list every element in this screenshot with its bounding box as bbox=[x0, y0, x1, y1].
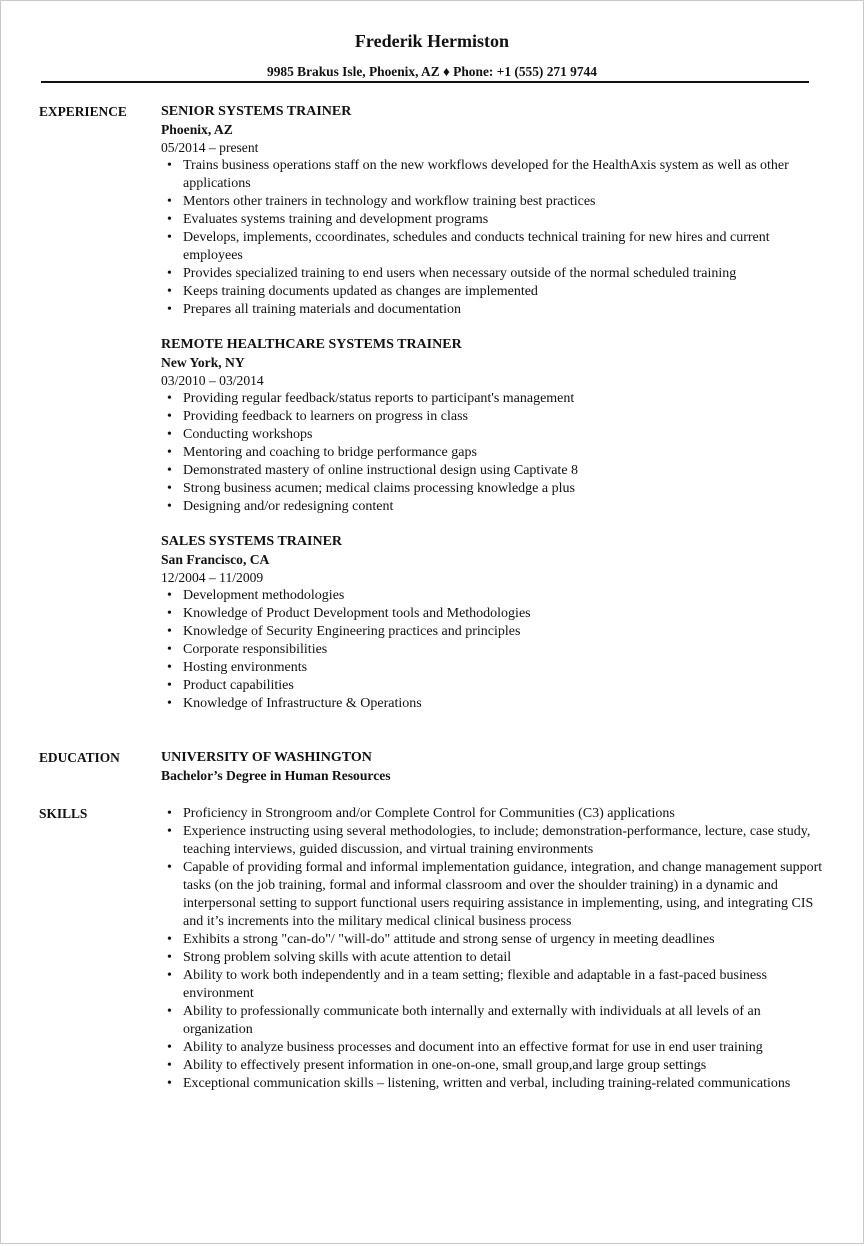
list-item: • Development methodologies bbox=[183, 587, 823, 605]
list-item: • Hosting environments bbox=[183, 659, 823, 677]
list-item: • Ability to analyze business processes and document into an effective format for use in end user training bbox=[183, 1039, 823, 1057]
job-bullets bbox=[161, 587, 823, 713]
list-item: • Mentoring and coaching to bridge performance gaps bbox=[183, 444, 823, 462]
skills-list bbox=[161, 805, 823, 1093]
list-item: • Exceptional communication skills – listening, written and verbal, including training-related communications bbox=[183, 1075, 823, 1093]
job-bullets bbox=[161, 390, 823, 516]
education-body bbox=[161, 749, 823, 785]
list-item: • Designing and/or redesigning content bbox=[183, 498, 823, 516]
job-location: Phoenix, AZ bbox=[161, 122, 233, 137]
list-item: • Provides specialized training to end users when necessary outside of the normal scheduled training bbox=[183, 265, 823, 283]
job-dates: 05/2014 – present bbox=[161, 140, 259, 155]
job-entry bbox=[161, 336, 823, 516]
job-bullets bbox=[161, 157, 823, 319]
contact-line: 9985 Brakus Isle, Phoenix, AZ ♦ Phone: +1 (555) 271 9744 bbox=[267, 64, 597, 79]
job-title: SALES SYSTEMS TRAINER bbox=[161, 534, 343, 549]
section-label-skills: SKILLS bbox=[39, 806, 88, 821]
list-item: • Knowledge of Product Development tools and Methodologies bbox=[183, 605, 823, 623]
list-item: • Ability to work both independently and in a team setting; flexible and adaptable in a fast-paced business environment bbox=[183, 967, 823, 1003]
list-item: • Conducting workshops bbox=[183, 426, 823, 444]
list-item: • Providing feedback to learners on progress in class bbox=[183, 408, 823, 426]
job-location: San Francisco, CA bbox=[161, 552, 270, 567]
section-label-education: EDUCATION bbox=[39, 750, 120, 765]
list-item: • Product capabilities bbox=[183, 677, 823, 695]
list-item: • Knowledge of Infrastructure & Operations bbox=[183, 695, 823, 713]
list-item: • Ability to professionally communicate both internally and externally with individuals at all levels of an organization bbox=[183, 1003, 823, 1039]
candidate-name: Frederik Hermiston bbox=[354, 31, 510, 51]
job-title: REMOTE HEALTHCARE SYSTEMS TRAINER bbox=[161, 337, 462, 352]
job-title: SENIOR SYSTEMS TRAINER bbox=[161, 104, 352, 119]
list-item: • Knowledge of Security Engineering practices and principles bbox=[183, 623, 823, 641]
job-dates: 12/2004 – 11/2009 bbox=[161, 570, 264, 585]
list-item: • Mentors other trainers in technology and workflow training best practices bbox=[183, 193, 823, 211]
list-item: • Corporate responsibilities bbox=[183, 641, 823, 659]
list-item: • Evaluates systems training and development programs bbox=[183, 211, 823, 229]
list-item: • Capable of providing formal and informal implementation guidance, integration, and change management support tasks (on the job training, formal and informal classroom and over the shoulder training) in a dynamic and interpersonal setting to support functional users requiring assistance in implementing, using, and integrating CIS and it’s increments into the military medical clinical business process bbox=[183, 859, 823, 931]
list-item: • Providing regular feedback/status reports to participant's management bbox=[183, 390, 823, 408]
job-entry bbox=[161, 533, 823, 713]
list-item: • Trains business operations staff on the new workflows developed for the HealthAxis system as well as other applications bbox=[183, 157, 823, 193]
job-dates: 03/2010 – 03/2014 bbox=[161, 373, 264, 388]
school-name: UNIVERSITY OF WASHINGTON bbox=[161, 750, 372, 765]
list-item: • Experience instructing using several methodologies, to include; demonstration-performance, lecture, case study, teaching interviews, guided discussion, and virtual training environments bbox=[183, 823, 823, 859]
list-item: • Proficiency in Strongroom and/or Complete Control for Communities (C3) applications bbox=[183, 805, 823, 823]
list-item: • Strong problem solving skills with acute attention to detail bbox=[183, 949, 823, 967]
list-item: • Exhibits a strong "can-do"/ "will-do" attitude and strong sense of urgency in meeting deadlines bbox=[183, 931, 823, 949]
list-item: • Strong business acumen; medical claims processing knowledge a plus bbox=[183, 480, 823, 498]
job-location: New York, NY bbox=[161, 355, 245, 370]
list-item: • Demonstrated mastery of online instructional design using Captivate 8 bbox=[183, 462, 823, 480]
list-item: • Prepares all training materials and documentation bbox=[183, 301, 823, 319]
experience-list bbox=[161, 103, 823, 730]
list-item: • Ability to effectively present information in one-on-one, small group,and large group settings bbox=[183, 1057, 823, 1075]
list-item: • Keeps training documents updated as changes are implemented bbox=[183, 283, 823, 301]
header-divider bbox=[41, 81, 809, 83]
list-item: • Develops, implements, ccoordinates, schedules and conducts technical training for new hires and current employees bbox=[183, 229, 823, 265]
skills-body bbox=[161, 805, 823, 1093]
job-entry bbox=[161, 103, 823, 319]
degree: Bachelor’s Degree in Human Resources bbox=[161, 768, 391, 783]
section-label-experience: EXPERIENCE bbox=[39, 104, 127, 119]
